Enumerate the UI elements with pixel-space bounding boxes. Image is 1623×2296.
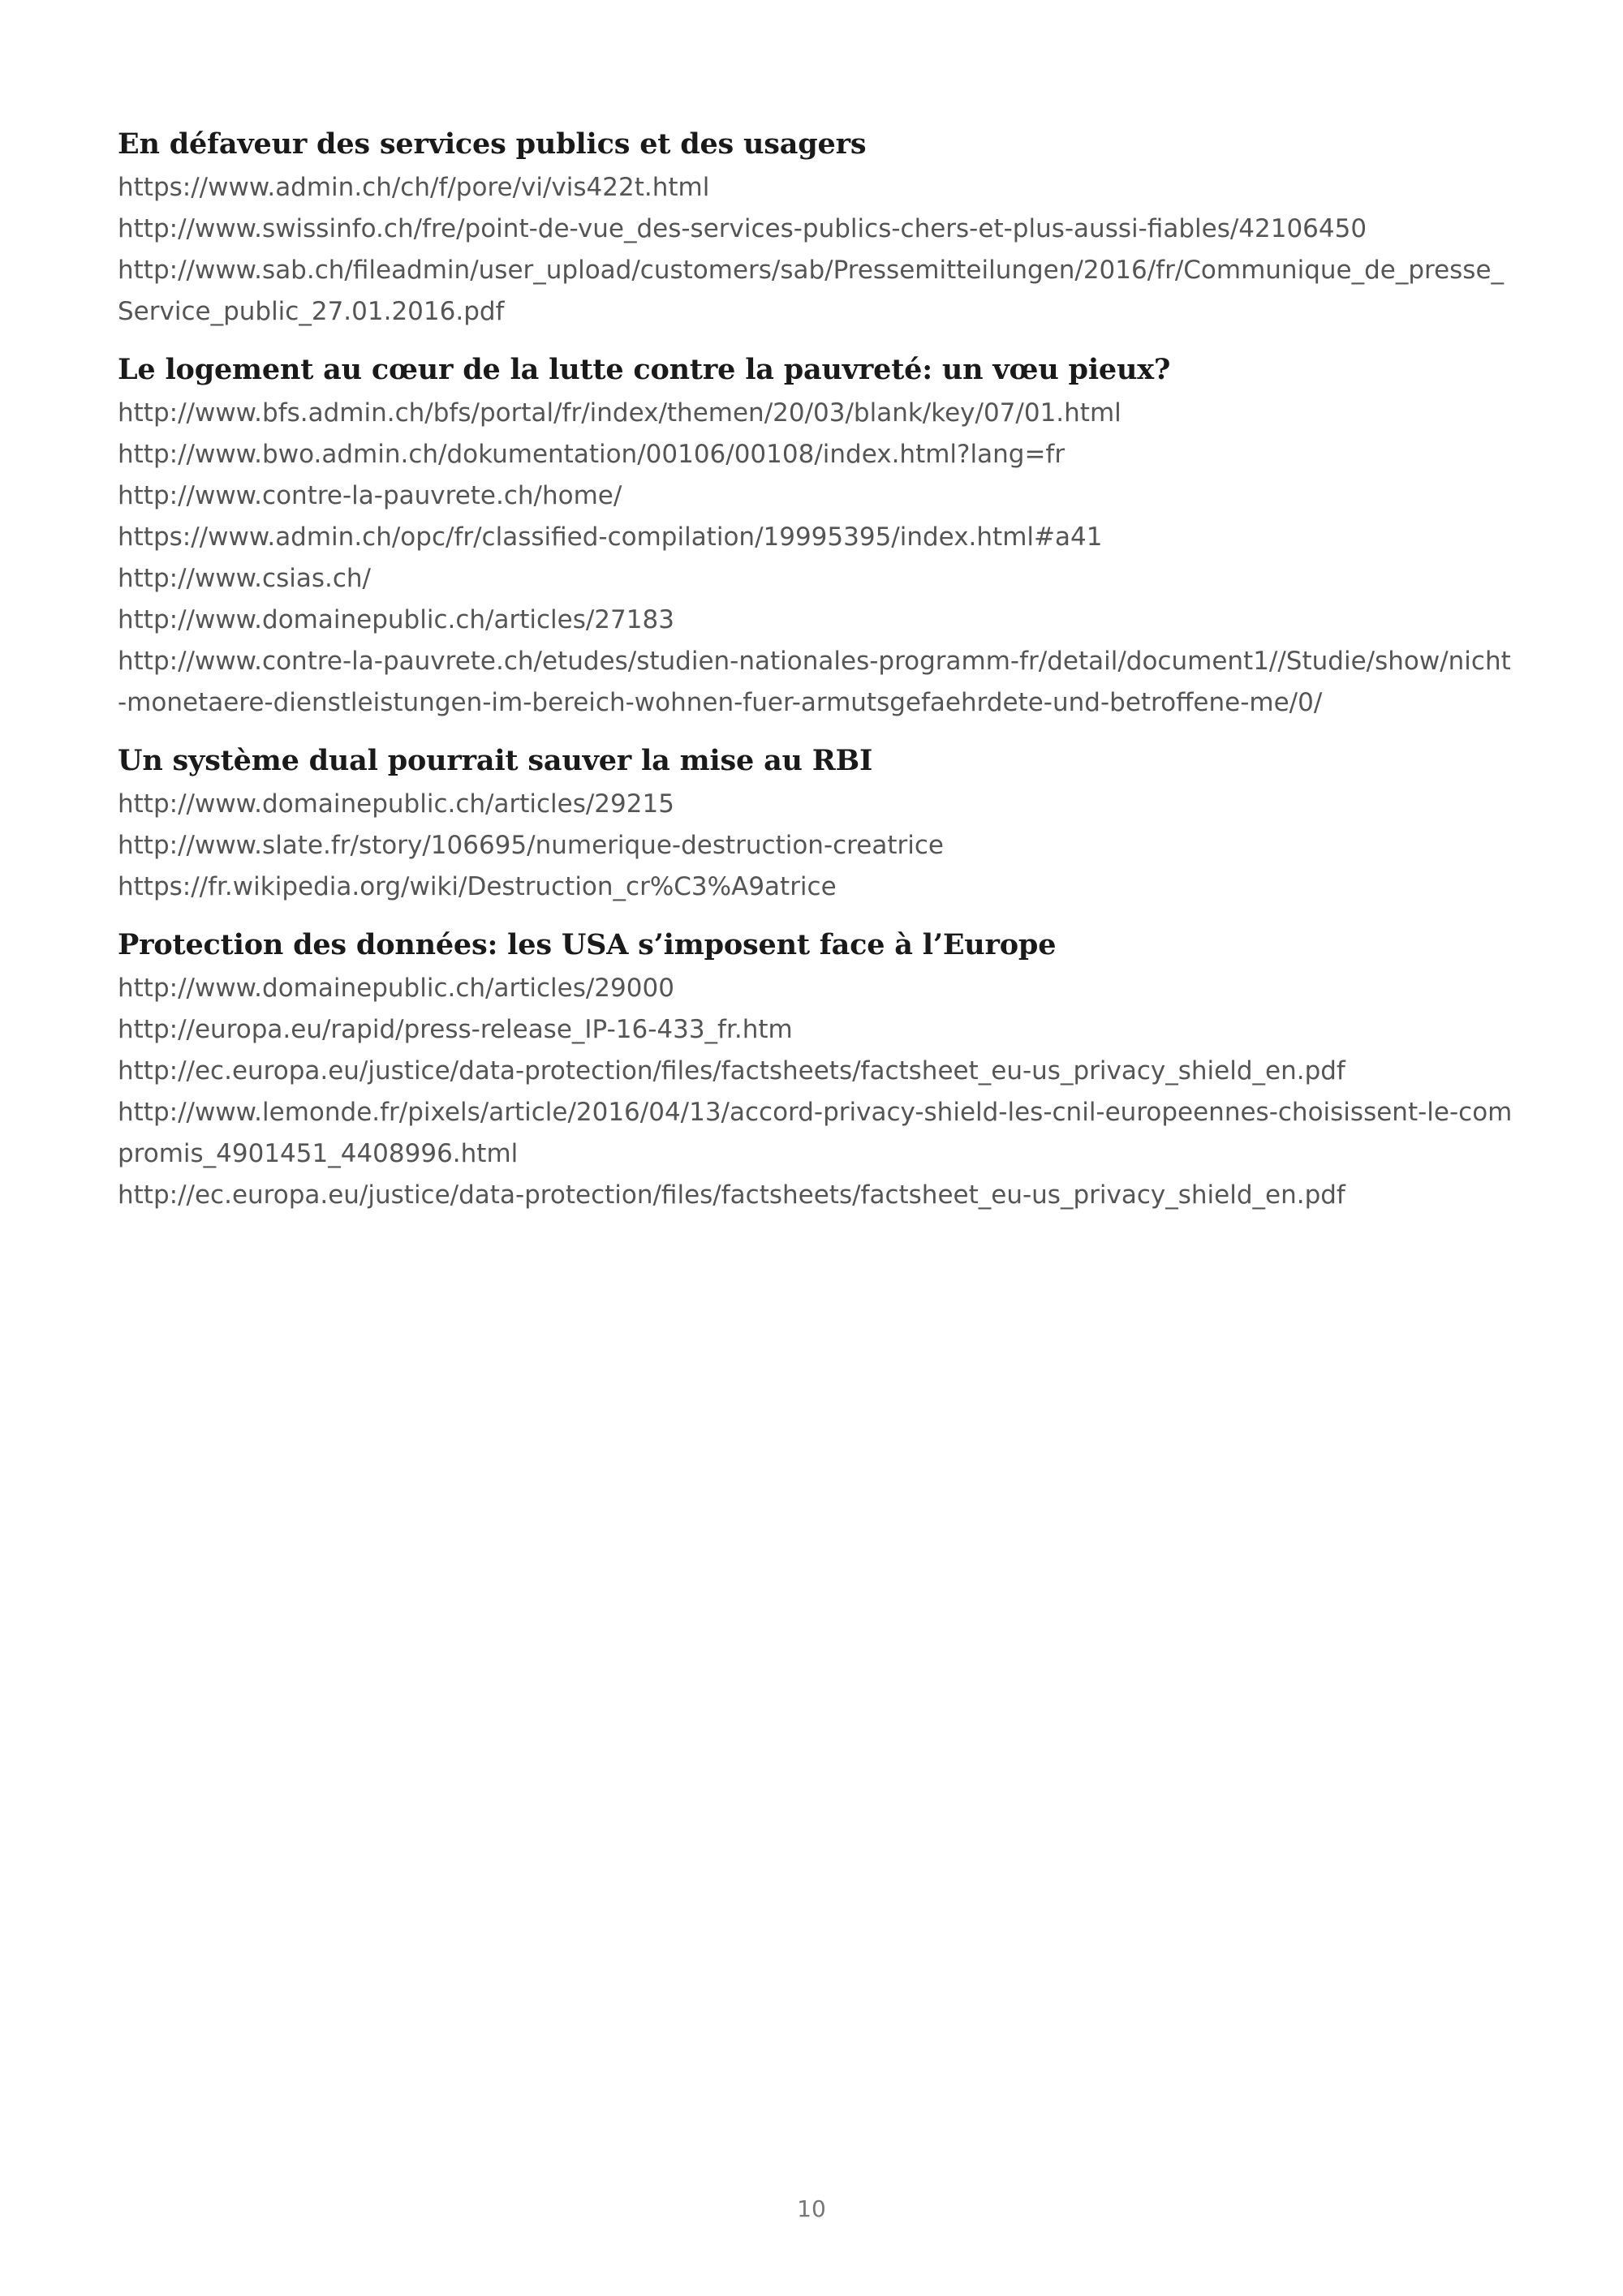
section-services-publics [118,123,1513,333]
link-list [118,784,1513,908]
reference-link[interactable]: http://www.lemonde.fr/pixels/article/2016/04/13/accord-privacy-shield-les-cnil-europeennes-choisissent-le-compromis_4901451_4408996.html [118,1098,1513,1168]
reference-link[interactable]: http://ec.europa.eu/justice/data-protection/files/factsheets/factsheet_eu-us_privacy_shield_en.pdf [118,1056,1345,1086]
section-title: Le logement au cœur de la lutte contre la pauvreté: un vœu pieux? [118,353,1171,386]
section-logement-pauvrete [118,349,1513,724]
reference-link[interactable]: http://europa.eu/rapid/press-release_IP-16-433_fr.htm [118,1015,793,1044]
reference-link[interactable]: http://www.slate.fr/story/106695/numerique-destruction-creatrice [118,831,944,860]
reference-link[interactable]: http://www.swissinfo.ch/fre/point-de-vue_des-services-publics-chers-et-plus-aussi-fiables/42106450 [118,214,1367,243]
reference-link[interactable]: http://www.domainepublic.ch/articles/29215 [118,789,674,819]
reference-link[interactable]: http://www.domainepublic.ch/articles/29000 [118,974,674,1003]
page-content [118,123,1513,1232]
link-list [118,393,1513,724]
section-systeme-dual-rbi [118,740,1513,908]
link-list [118,968,1513,1216]
page-number: 10 [797,2195,826,2222]
link-list [118,167,1513,333]
reference-link[interactable]: http://www.bfs.admin.ch/bfs/portal/fr/index/themen/20/03/blank/key/07/01.html [118,398,1121,428]
reference-link[interactable]: http://www.sab.ch/fileadmin/user_upload/customers/sab/Pressemitteilungen/2016/fr/Communique_de_presse_Service_public_27.01.2016.pdf [118,256,1505,326]
reference-link[interactable]: http://ec.europa.eu/justice/data-protection/files/factsheets/factsheet_eu-us_privacy_shield_en.pdf [118,1180,1345,1210]
reference-link[interactable]: http://www.bwo.admin.ch/dokumentation/00106/00108/index.html?lang=fr [118,440,1065,469]
reference-link[interactable]: https://fr.wikipedia.org/wiki/Destruction_cr%C3%A9atrice [118,872,837,901]
reference-link[interactable]: http://www.csias.ch/ [118,564,371,593]
reference-link[interactable]: http://www.contre-la-pauvrete.ch/etudes/studien-nationales-programm-fr/detail/document1//Studie/show/nicht-monetaere-dienstleistungen-im-bereich-wohnen-fuer-armutsgefaehrdete-und-betroffene-me/0/ [118,647,1511,717]
section-title: En défaveur des services publics et des usagers [118,127,867,161]
section-protection-donnees [118,924,1513,1216]
section-title: Un système dual pourrait sauver la mise au RBI [118,744,873,777]
reference-link[interactable]: https://www.admin.ch/ch/f/pore/vi/vis422t.html [118,173,710,202]
reference-link[interactable]: http://www.contre-la-pauvrete.ch/home/ [118,481,622,510]
section-title: Protection des données: les USA s’imposent face à l’Europe [118,928,1057,961]
reference-link[interactable]: http://www.domainepublic.ch/articles/27183 [118,605,674,634]
reference-link[interactable]: https://www.admin.ch/opc/fr/classified-compilation/19995395/index.html#a41 [118,522,1103,552]
